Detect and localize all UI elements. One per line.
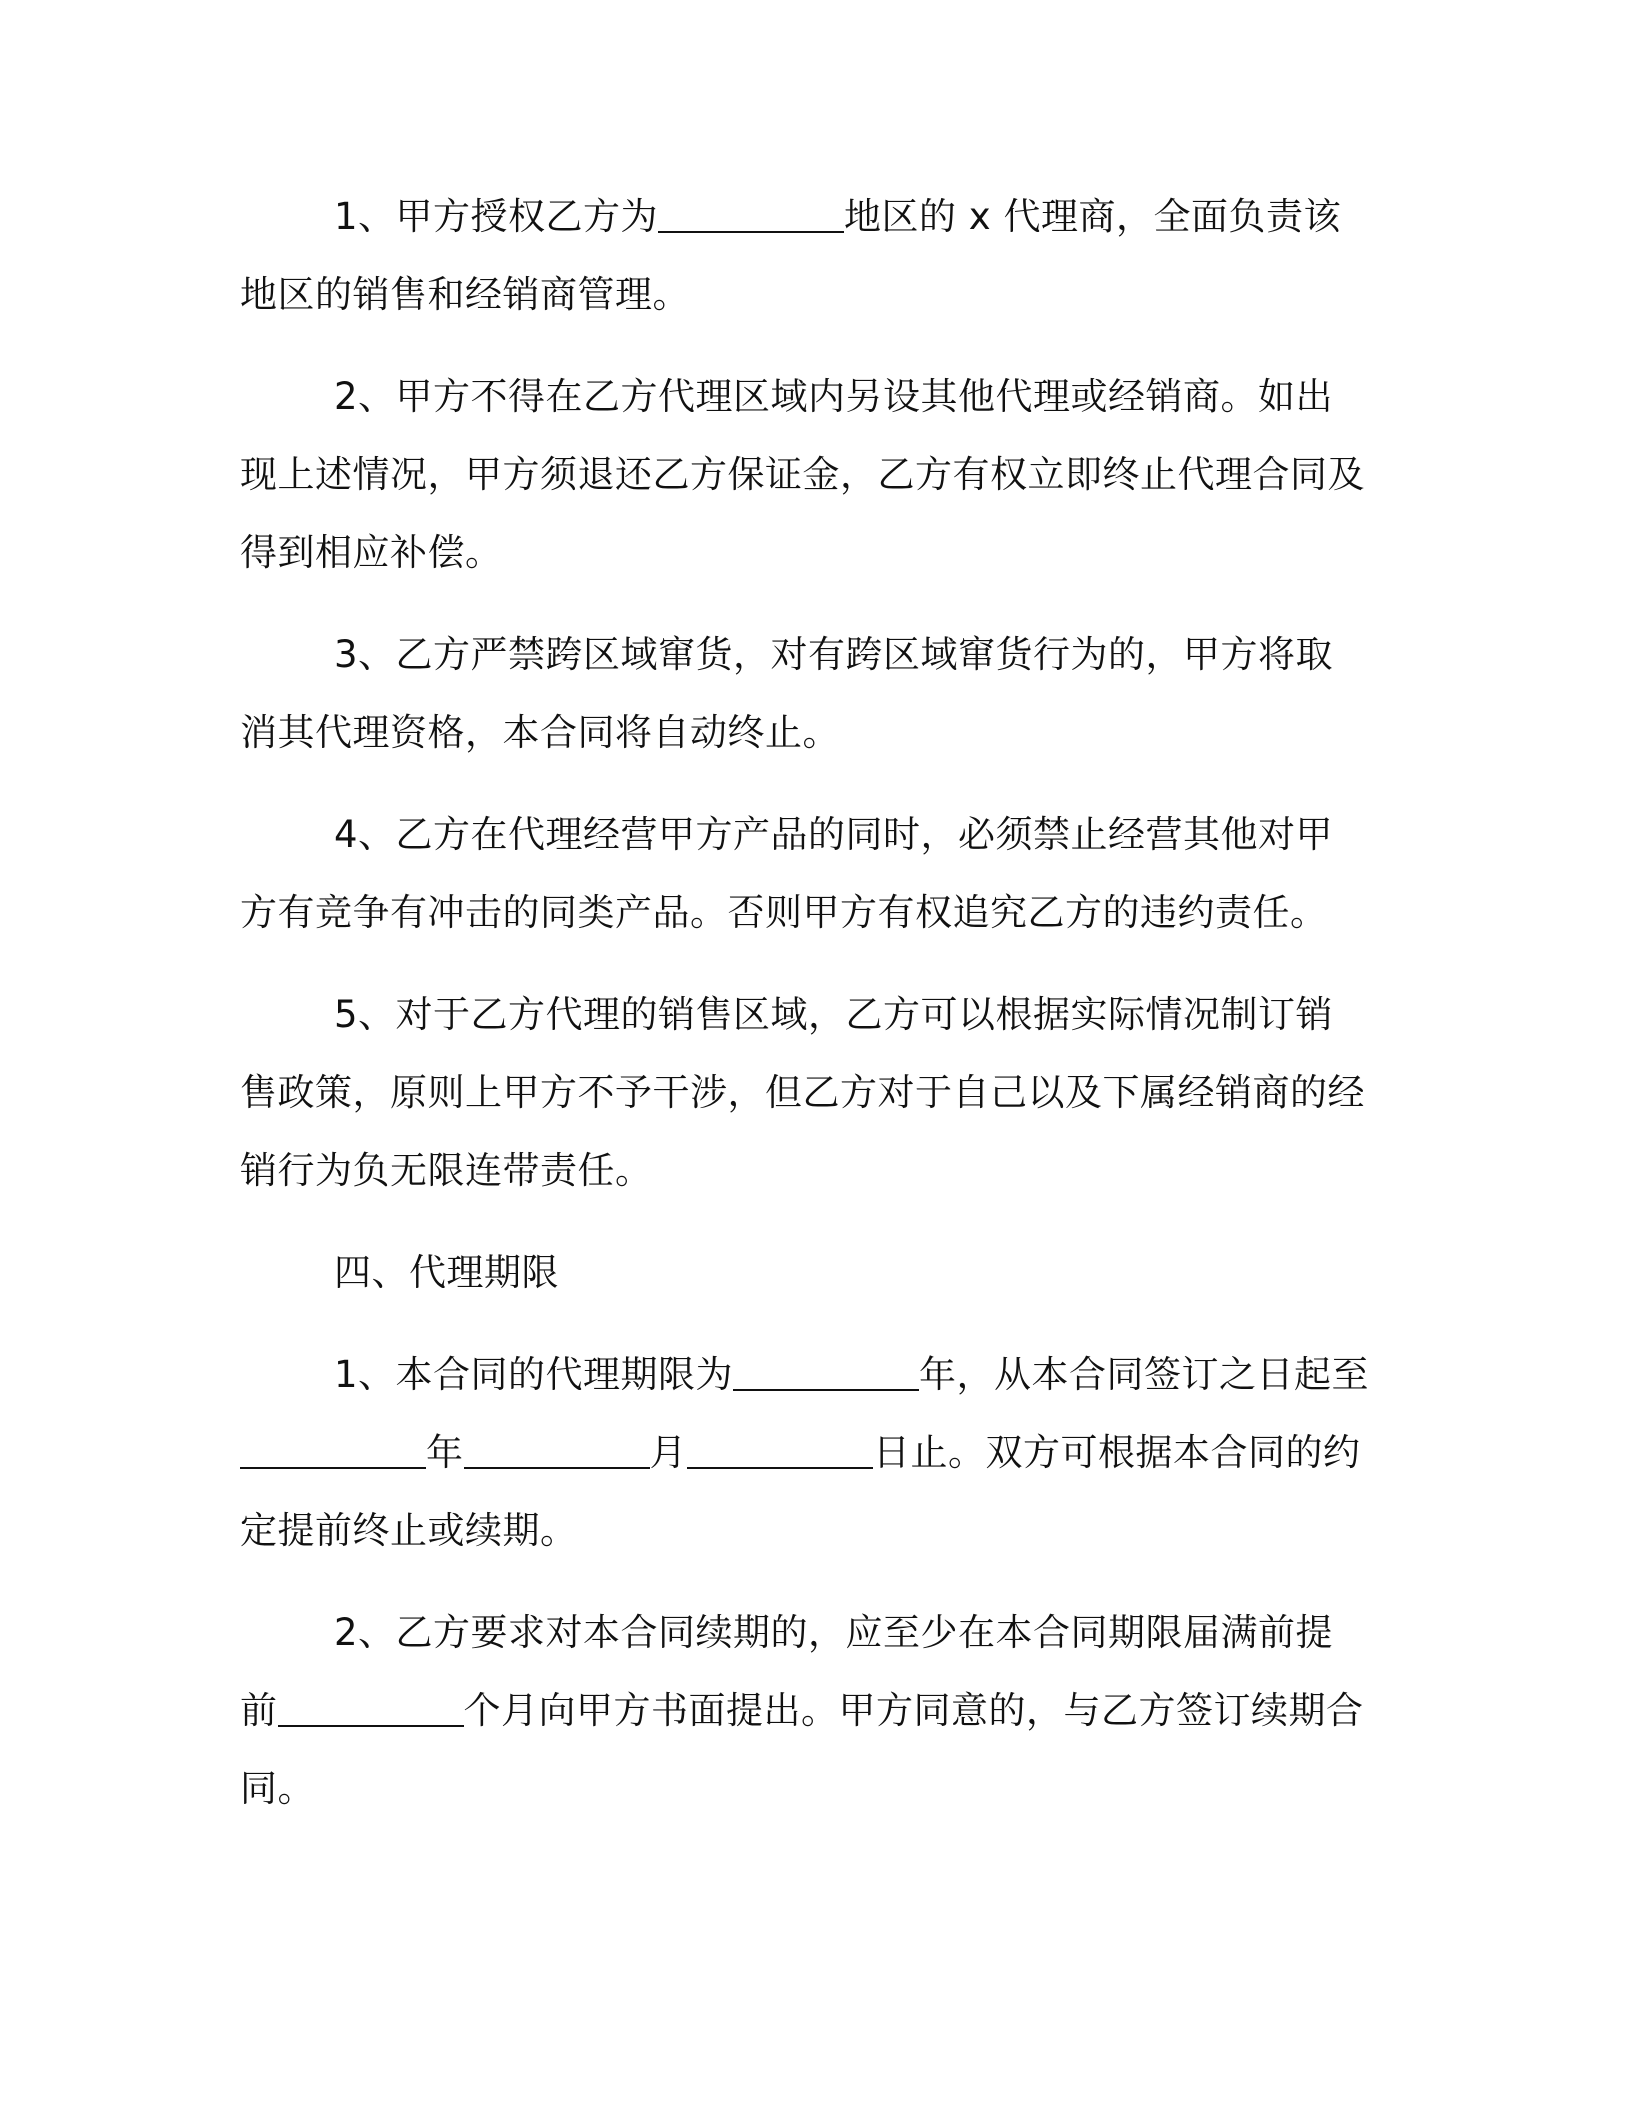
clause-5-sales-policy (240, 976, 1370, 1210)
term-clause-1-duration (240, 1336, 1370, 1570)
document-page (240, 178, 1370, 1852)
clause-text: 年，从本合同签订之日起至 (919, 1353, 1370, 1396)
clause-text: 1、甲方授权乙方为 (334, 195, 659, 238)
clause-text: 个月向甲方书面提出。甲方同意的，与乙方签订续期合同。 (240, 1689, 1364, 1810)
clause-text: 5、对于乙方代理的销售区域，乙方可以根据实际情况制订销售政策，原则上甲方不予干涉，但乙方对于自己以及下属经销商的经销行为负无限连带责任。 (240, 993, 1365, 1192)
fill-blank-end-day (687, 1430, 873, 1469)
clause-text: 2、乙方要求对本合同续期的，应至少在本合同期限届满前提前 (240, 1611, 1334, 1732)
term-clause-2-renewal (240, 1594, 1370, 1828)
clause-text: 月 (649, 1431, 687, 1474)
clause-text: 日止。双方可根据本合同的约定提前终止或续期。 (240, 1431, 1361, 1552)
fill-blank-end-year (240, 1430, 426, 1469)
clause-text: 4、乙方在代理经营甲方产品的同时，必须禁止经营其他对甲方有竞争有冲击的同类产品。否则甲方有权追究乙方的违约责任。 (240, 813, 1334, 934)
clause-text: 地区的 x 代理商，全面负责该地区的销售和经销商管理。 (240, 195, 1341, 316)
section-heading-agency-term (240, 1234, 1370, 1312)
clause-1-authorization (240, 178, 1370, 334)
fill-blank-region (658, 194, 844, 233)
clause-text: 2、甲方不得在乙方代理区域内另设其他代理或经销商。如出现上述情况，甲方须退还乙方保证金，乙方有权立即终止代理合同及得到相应补偿。 (240, 375, 1365, 574)
clause-3-cross-region (240, 616, 1370, 772)
clause-text: 年 (426, 1431, 464, 1474)
fill-blank-months (278, 1688, 464, 1727)
clause-2-exclusivity (240, 358, 1370, 592)
heading-text: 四、代理期限 (334, 1251, 559, 1294)
clause-text: 3、乙方严禁跨区域窜货，对有跨区域窜货行为的，甲方将取消其代理资格，本合同将自动终止。 (240, 633, 1334, 754)
fill-blank-end-month (464, 1430, 650, 1469)
clause-text: 1、本合同的代理期限为 (334, 1353, 734, 1396)
fill-blank-years (733, 1352, 919, 1391)
clause-4-competition (240, 796, 1370, 952)
